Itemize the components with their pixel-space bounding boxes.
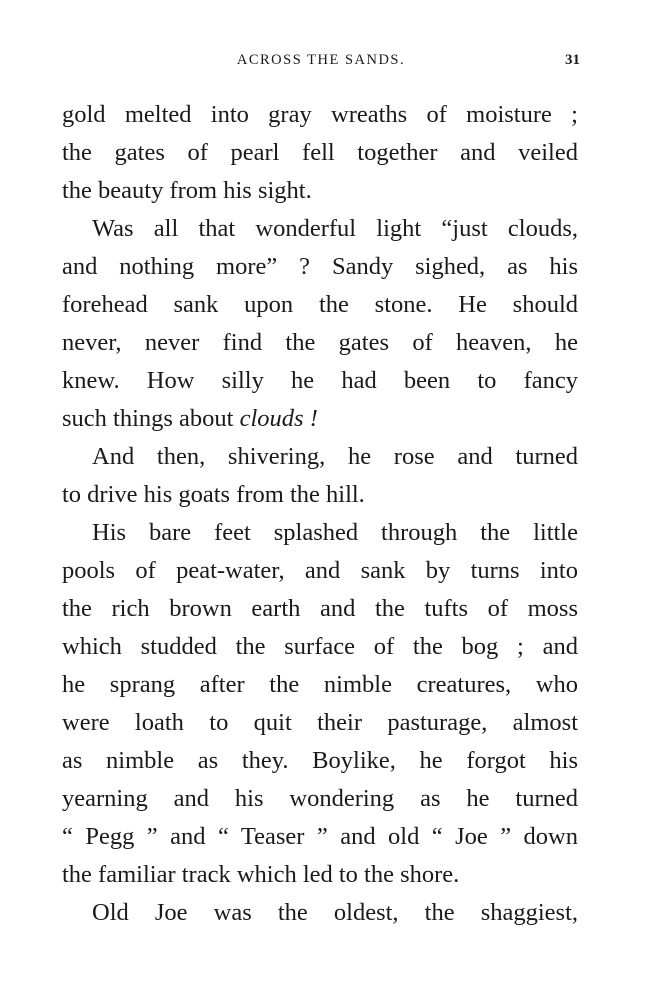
text-line: forehead sank upon the stone. He should <box>62 291 578 318</box>
text-line: never, never find the gates of heaven, he <box>62 329 578 356</box>
text-line: yearning and his wondering as he turned <box>62 785 578 812</box>
page-header <box>62 52 580 74</box>
text-line: the rich brown earth and the tufts of moss <box>62 595 578 622</box>
text-line <box>62 400 578 438</box>
text-line: His bare feet splashed through the little <box>92 519 578 546</box>
text-line: the gates of pearl fell together and veiled <box>62 139 578 166</box>
text-line: Was all that wonderful light “just clouds, <box>92 215 578 242</box>
text-line: gold melted into gray wreaths of moisture ; <box>62 101 578 128</box>
text-line: were loath to quit their pasturage, almost <box>62 709 578 736</box>
text-line: and nothing more” ? Sandy sighed, as his <box>62 253 578 280</box>
text-line: “ Pegg ” and “ Teaser ” and old “ Joe ” down <box>62 823 578 850</box>
text-line: the beauty from his sight. <box>62 177 312 204</box>
text-line: he sprang after the nimble creatures, who <box>62 671 578 698</box>
running-head: ACROSS THE SANDS. <box>236 52 406 68</box>
body-text <box>62 96 578 932</box>
text-line: And then, shivering, he rose and turned <box>92 443 578 470</box>
text-line: as nimble as they. Boylike, he forgot his <box>62 747 578 774</box>
page-number: 31 <box>565 52 580 68</box>
text-line: pools of peat-water, and sank by turns into <box>62 557 578 584</box>
text-fragment: such things about <box>62 405 240 432</box>
text-line: knew. How silly he had been to fancy <box>62 367 578 394</box>
text-line: which studded the surface of the bog ; and <box>62 633 578 660</box>
text-line: Old Joe was the oldest, the shaggiest, <box>92 899 578 926</box>
text-line: the familiar track which led to the shore. <box>62 861 460 888</box>
italic-fragment: clouds ! <box>239 405 318 432</box>
text-line: to drive his goats from the hill. <box>62 481 365 508</box>
